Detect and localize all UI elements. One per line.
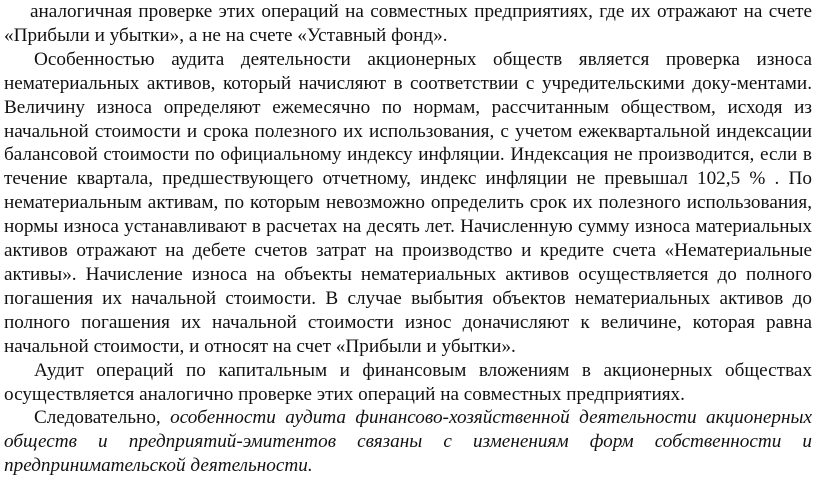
paragraph-capital-investments-audit: Аудит операций по капитальным и финансовым вложениям в акционерных обществах осуществляется аналогично проверке этих операций на совместных предприятиях. — [4, 359, 812, 405]
paragraph-conclusion — [4, 406, 812, 478]
conclusion-italic-text: особенности аудита финансово-хозяйственной деятельности акционерных обществ и предприятий-эмитентов связаны с изменениям форм собственности и предпринимательской деятельности. — [4, 407, 812, 477]
paragraph-intangible-assets-depreciation: Особенностью аудита деятельности акционерных обществ является проверка износа нематериальных активов, который начисляют в соответствии с учредительскими доку-ментами. Величину износа определяют ежемесячно по нормам, рассчитанным обществом, исходя из начальной стоимости и срока полезного их использования, с учетом ежеквартальной индексации балансовой стоимости по официальному индексу инфляции. Индексация не производится, если в течение квартала, предшествующего отчетному, индекс инфляции не превышал 102,5 % . По нематериальным активам, по которым невозможно определить срок их полезного использования, нормы износа устанавливают в расчетах на десять лет. Начисленную сумму износа материальных активов отражают на дебете счетов затрат на производство и кредите счета «Нематериальные активы». Начисление износа на объекты нематериальных активов осуществляется до полного погашения их начальной стоимости. В случае выбытия объектов нематериальных активов до полного погашения их начальной стоимости износ доначисляют к величине, которая равна начальной стоимости, и относят на счет «Прибыли и убытки». — [4, 48, 812, 357]
paragraph-continuation: аналогичная проверке этих операций на совместных предприятиях, где их отражают на счете «Прибыли и убытки», а не на счете «Уставный фонд». — [4, 1, 812, 46]
document-page — [4, 0, 812, 478]
conclusion-lead: Следовательно, — [34, 407, 161, 429]
